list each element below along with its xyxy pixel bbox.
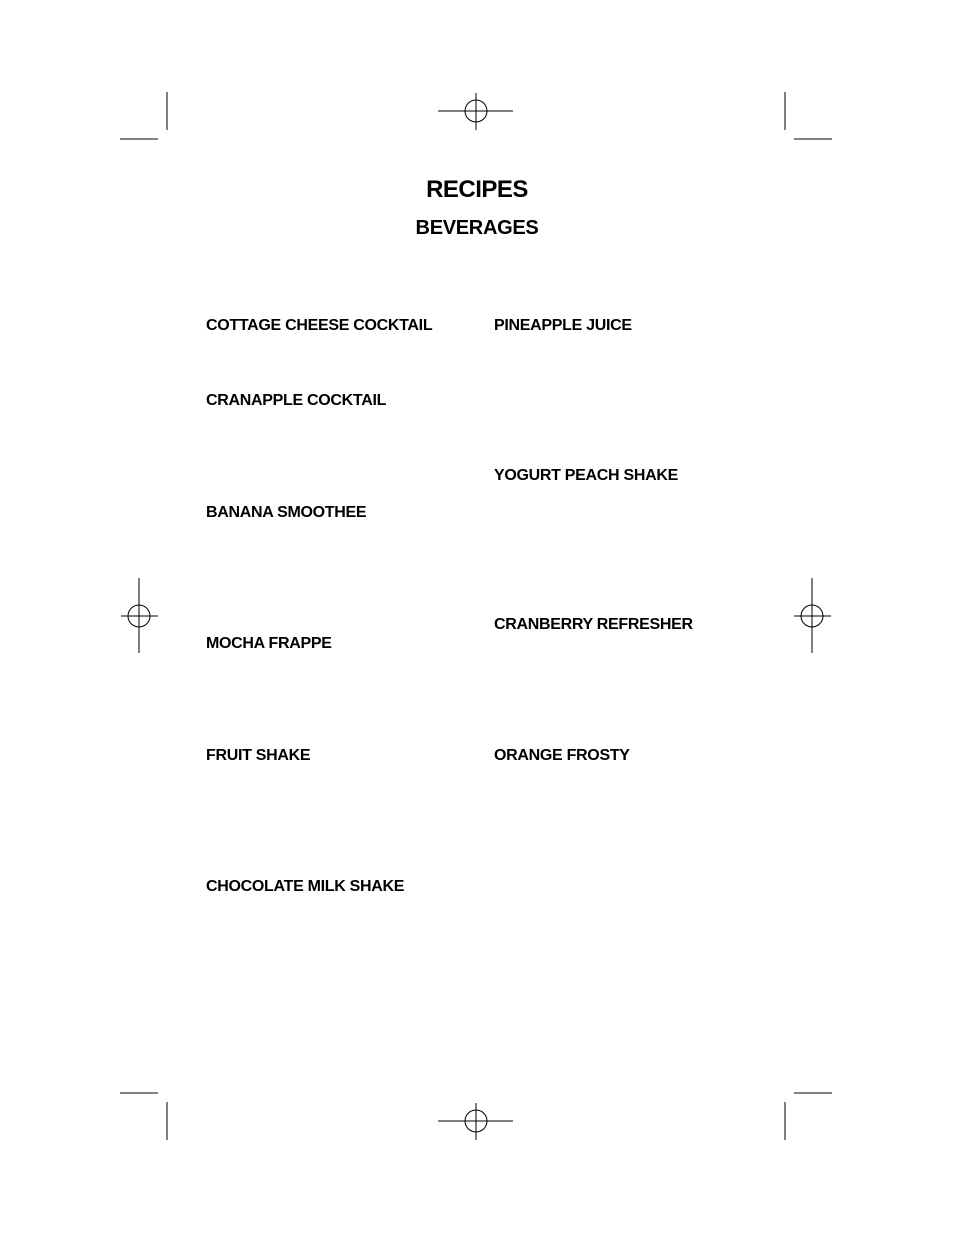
recipe-title-pineapple-juice: PINEAPPLE JUICE	[494, 317, 632, 334]
recipe-title-fruit-shake: FRUIT SHAKE	[206, 747, 311, 764]
recipe-title-banana-smoothee: BANANA SMOOTHEE	[206, 504, 367, 521]
registration-mark-right	[794, 578, 831, 653]
recipe-title-mocha-frappe: MOCHA FRAPPE	[206, 635, 332, 652]
registration-mark-left	[121, 578, 158, 653]
registration-mark-bottom	[438, 1103, 513, 1140]
page-title: RECIPES	[426, 176, 528, 203]
registration-mark-top	[438, 93, 513, 130]
recipe-title-orange-frosty: ORANGE FROSTY	[494, 747, 630, 764]
recipe-title-chocolate-milk-shake: CHOCOLATE MILK SHAKE	[206, 878, 405, 895]
recipe-title-cranapple-cocktail: CRANAPPLE COCKTAIL	[206, 392, 387, 409]
recipe-title-yogurt-peach-shake: YOGURT PEACH SHAKE	[494, 467, 678, 484]
page-subtitle: BEVERAGES	[415, 217, 539, 239]
recipe-title-cottage-cheese-cocktail: COTTAGE CHEESE COCKTAIL	[206, 317, 433, 334]
recipe-title-cranberry-refresher: CRANBERRY REFRESHER	[494, 616, 693, 633]
